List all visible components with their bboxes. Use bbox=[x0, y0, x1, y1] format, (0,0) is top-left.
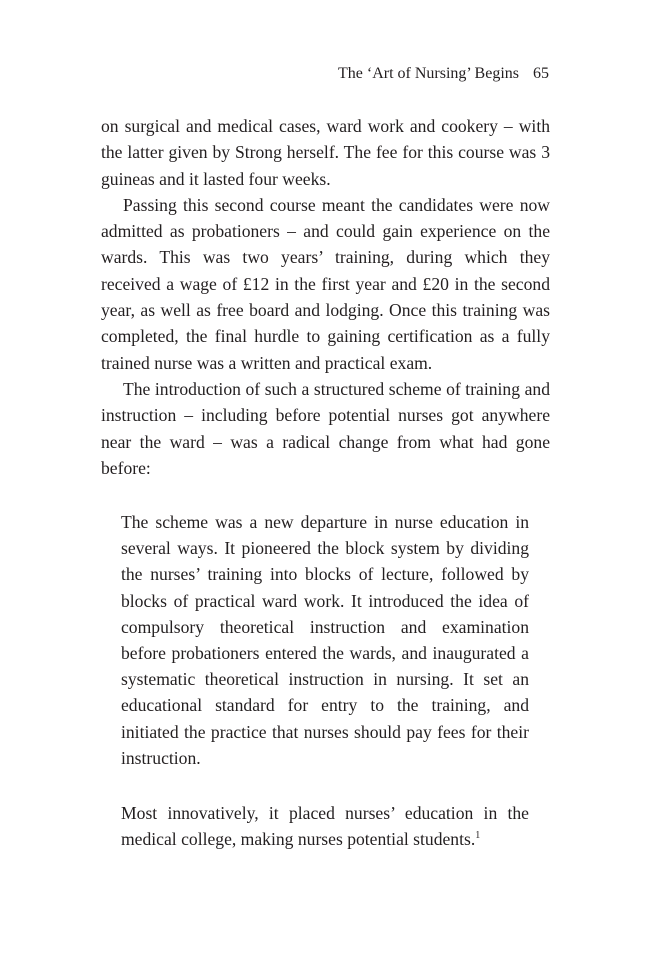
page-number: 65 bbox=[533, 65, 549, 82]
running-head bbox=[338, 64, 549, 84]
quote-paragraph-text: Most innovatively, it placed nurses’ education in the medical college, making nurses potential students. bbox=[121, 803, 529, 850]
block-quote bbox=[121, 509, 529, 771]
footnote-marker[interactable]: 1 bbox=[475, 830, 481, 842]
block-quote-continued bbox=[121, 800, 529, 852]
quote-paragraph: The scheme was a new departure in nurse education in several ways. It pioneered the block system by dividing the nurses’ training into blocks of lecture, followed by blocks of practical ward work. It introduced the idea of compulsory theoretical instruction and examination before probationers entered the wards, and inaugurated a systematic theoretical instruction in nursing. It set an educational standard for entry to the training, and initiated the practice that nurses should pay fees for their instruction. bbox=[121, 512, 529, 768]
running-head-title: The ‘Art of Nursing’ Begins bbox=[338, 65, 519, 82]
quote-paragraph bbox=[121, 800, 529, 852]
body-paragraph: on surgical and medical cases, ward work and cookery – with the latter given by Strong herself. The fee for this course was 3 guineas and it lasted four weeks. bbox=[101, 116, 550, 189]
main-text bbox=[101, 113, 550, 481]
body-paragraph: Passing this second course meant the candidates were now admitted as probationers – and could gain experience on the wards. This was two years’ training, during which they received a wage of £12 in the first year and £20 in the second year, as well as free board and lodging. Once this training was completed, the final hurdle to gaining certification as a fully trained nurse was a written and practical exam. bbox=[101, 194, 550, 373]
body-paragraph: The introduction of such a structured scheme of training and instruction – including before potential nurses got anywhere near the ward – was a radical change from what had gone before: bbox=[101, 378, 550, 478]
